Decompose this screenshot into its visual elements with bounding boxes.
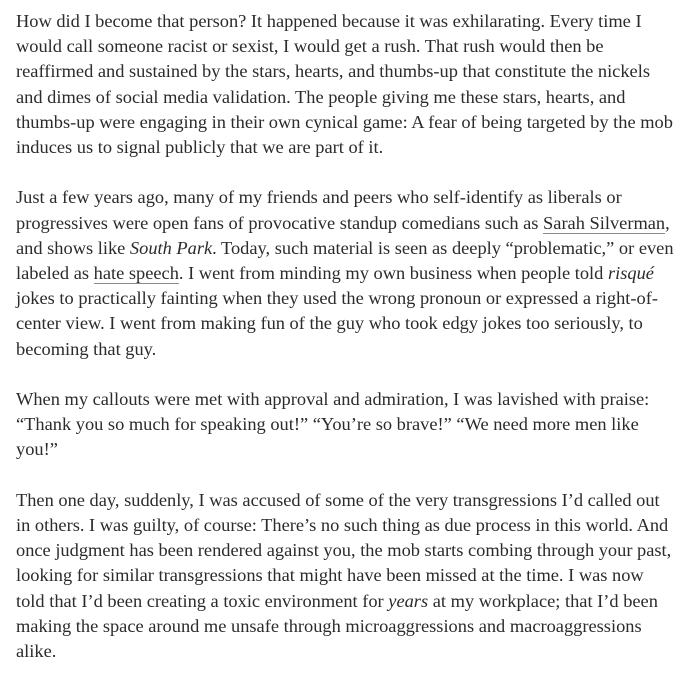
paragraph-2-text-b: , and shows like [16, 212, 670, 258]
paragraph-2 [16, 185, 676, 361]
paragraph-2-text-a: Just a few years ago, many of my friends and peers who self-identify as liberals or progressives were open fans of provocative standup comedians such as [16, 187, 622, 233]
paragraph-2-text-c: . Today, such material is seen as deeply “problematic,” or even labeled as [16, 237, 674, 284]
south-park-title: South Park [129, 237, 213, 258]
paragraph-2-text-d: . I went from minding my own business when people told [178, 263, 608, 284]
sarah-silverman-link[interactable]: Sarah Silverman [543, 212, 666, 233]
paragraph-1 [16, 9, 676, 160]
paragraph-3-text: When my callouts were met with approval and admiration, I was lavished with praise: “Thank you so much for speaking out!” “You’re so brave!” “We need more men like you!” [16, 389, 650, 460]
hate-speech-link[interactable]: hate speech [93, 263, 179, 284]
paragraph-4-text-a: Then one day, suddenly, I was accused of some of the very transgressions I’d called out in others. I was guilty, of course: There’s no such thing as due process in this world. And once judgment has been rendered against you, the mob starts combing through your past, looking for similar transgressions that might have been missed at the time. I was now told that I’d been creating a toxic environment for [16, 489, 672, 611]
paragraph-3 [16, 387, 676, 463]
paragraph-4 [16, 488, 676, 664]
paragraph-4-text-b: at my workplace; that I’d been making the space around me unsafe through microaggressions and macroaggressions alike. [16, 590, 658, 662]
paragraph-1-text: How did I become that person? It happened because it was exhilarating. Every time I would call someone racist or sexist, I would get a rush. That rush would then be reaffirmed and sustained by the stars, hearts, and thumbs-up that constitute the nickels and dimes of social media validation. The people giving me these stars, hearts, and thumbs-up were engaging in their own cynical game: A fear of being targeted by the mob induces us to signal publicly that we are part of it. [16, 11, 673, 158]
years-emphasis: years [388, 590, 429, 611]
risque-emphasis: risqué [607, 263, 654, 284]
article-body [16, 9, 676, 664]
paragraph-2-text-e: jokes to practically fainting when they used the wrong pronoun or expressed a right-of-center view. I went from making fun of the guy who took edgy jokes too seriously, to becoming that guy. [16, 288, 658, 359]
